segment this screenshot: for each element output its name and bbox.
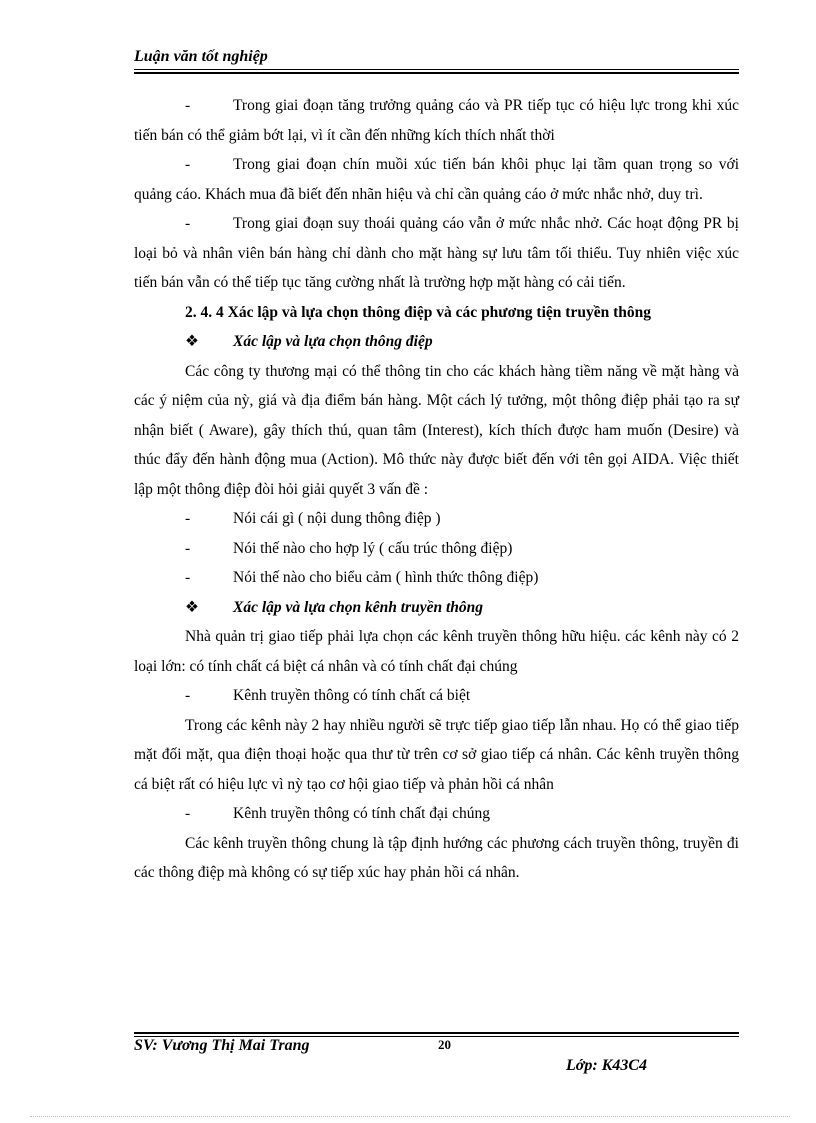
paragraph-text: Trong giai đoạn suy thoái quảng cáo vẫn ở mức nhắc nhở. Các hoạt động PR bị loại bỏ và nhân viên bán hàng chỉ dành cho mặt hàng sự lưu tâm tối thiểu. Tuy nhiên việc xúc tiến bán vẫn có thể tiếp tục tăng cường nhất là trường hợp mặt hàng có cải tiến. xyxy=(134,215,739,291)
paragraph-text: Trong giai đoạn chín muồi xúc tiến bán khôi phục lại tầm quan trọng so với quảng cáo. Khách mua đã biết đến nhãn hiệu và chỉ cần quảng cáo ở mức nhắc nhở, duy trì. xyxy=(134,156,739,203)
list-item xyxy=(134,209,739,298)
list-item-text: Kênh truyền thông có tính chất đại chúng xyxy=(233,805,490,822)
page-number: 20 xyxy=(438,1037,451,1052)
footer-class: Lớp: K43C4 xyxy=(566,1057,648,1074)
paragraph: Các kênh truyền thông chung là tập định hướng các phương cách truyền thông, truyền đi các thông điệp mà không có sự tiếp xúc hay phản hồi cá nhân. xyxy=(134,834,739,881)
running-header-title: Luận văn tốt nghiệp xyxy=(134,48,268,65)
list-item xyxy=(134,681,739,711)
list-item-text: Nói thế nào cho biểu cảm ( hình thức thông điệp) xyxy=(233,569,539,586)
footer-student-name: SV: Vương Thị Mai Trang xyxy=(134,1037,310,1054)
subheading xyxy=(134,327,739,357)
header-rule-thick xyxy=(134,72,739,74)
header-rule-thin xyxy=(134,69,739,70)
dash-marker: - xyxy=(185,687,191,704)
subheading-text: Xác lập và lựa chọn kênh truyền thông xyxy=(233,598,483,616)
list-item-text: Nói cái gì ( nội dung thông điệp ) xyxy=(233,510,441,527)
subheading-text: Xác lập và lựa chọn thông điệp xyxy=(233,333,433,350)
list-item-text: Nói thế nào cho hợp lý ( cấu trúc thông điệp) xyxy=(233,539,513,557)
page-body xyxy=(134,91,739,888)
page-bottom-divider xyxy=(30,1116,790,1117)
list-item xyxy=(134,799,739,829)
paragraph: Nhà quản trị giao tiếp phải lựa chọn các kênh truyền thông hữu hiệu. các kênh này có 2 loại lớn: có tính chất cá biệt cá nhân và có tính chất đại chúng xyxy=(134,628,739,675)
dash-marker: - xyxy=(185,215,191,232)
dash-marker: - xyxy=(185,539,191,557)
dash-marker: - xyxy=(185,805,191,822)
footer-rule-thick xyxy=(134,1032,739,1034)
paragraph: Trong các kênh này 2 hay nhiều người sẽ trực tiếp giao tiếp lẫn nhau. Họ có thể giao tiếp mặt đối mặt, qua điện thoại hoặc qua thư từ trên cơ sở giao tiếp cá nhân. Các kênh truyền thông cá biệt rất có hiệu lực vì nỳ tạo cơ hội giao tiếp và phản hồi cá nhân xyxy=(134,716,739,793)
dash-marker: - xyxy=(185,569,191,586)
list-item xyxy=(134,563,739,593)
dash-marker: - xyxy=(185,156,191,173)
paragraph-text: Trong giai đoạn tăng trưởng quảng cáo và PR tiếp tục có hiệu lực trong khi xúc tiến bán có thể giảm bớt lại, vì ít cần đến những kích thích nhất thời xyxy=(134,97,739,144)
paragraph: Các công ty thương mại có thể thông tin cho các khách hàng tiềm năng về mặt hàng và các ý niệm của nỳ, giá và địa điểm bán hàng. Một cách lý tưởng, một thông điệp phải tạo ra sự nhận biết ( Aware), gây thích thú, quan tâm (Interest), kích thích được ham muốn (Desire) và thúc đẩy đến hành động mua (Action). Mô thức này được biết đến với tên gọi AIDA. Việc thiết lập một thông điệp đòi hỏi giải quyết 3 vấn đề : xyxy=(134,362,739,498)
list-item xyxy=(134,150,739,209)
list-item xyxy=(134,91,739,150)
diamond-bullet-icon: ❖ xyxy=(185,333,199,350)
dash-marker: - xyxy=(185,97,191,114)
subheading xyxy=(134,593,739,623)
list-item-text: Kênh truyền thông có tính chất cá biệt xyxy=(233,687,471,704)
list-item xyxy=(134,534,739,564)
section-heading: 2. 4. 4 Xác lập và lựa chọn thông điệp và các phương tiện truyền thông xyxy=(185,303,651,321)
diamond-bullet-icon: ❖ xyxy=(185,598,199,616)
dash-marker: - xyxy=(185,510,191,527)
list-item xyxy=(134,504,739,534)
